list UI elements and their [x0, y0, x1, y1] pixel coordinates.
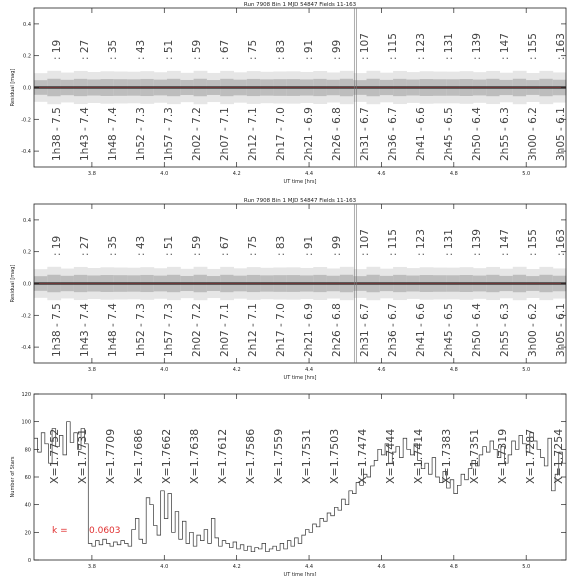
y-tick-label: 0.4 — [23, 21, 31, 28]
y-tick-label: -0.4 — [21, 345, 31, 352]
time-label: 2h45 - 6.5 — [443, 303, 455, 357]
airmass-label: X=1.7752 — [48, 428, 61, 484]
time-label: 2h31 - 6.7 — [359, 303, 371, 357]
time-label: 1h48 - 7.4 — [107, 107, 119, 161]
y-tick-label: 0.2 — [23, 53, 31, 60]
time-label: 2h50 - 6.4 — [471, 303, 483, 357]
time-label: 1h38 - 7.5 — [51, 303, 63, 357]
time-label: 1h43 - 7.4 — [79, 107, 91, 161]
y-tick-label: 80 — [24, 447, 31, 454]
field-label: : 83 — [275, 235, 287, 256]
airmass-label: X=1.7586 — [244, 428, 257, 484]
x-tick-label: 3.8 — [87, 171, 96, 177]
field-label: : 35 — [107, 39, 119, 60]
panel-title: Run 7908 Bin 1 MJD 54847 Fields 11-163 — [243, 2, 357, 8]
airmass-label: X=1.7319 — [496, 428, 509, 484]
airmass-label: X=1.7731 — [76, 428, 89, 484]
field-label: : 131 — [443, 33, 455, 60]
time-label: 2h12 - 7.1 — [247, 303, 259, 357]
y-tick-label: 120 — [21, 392, 31, 398]
y-tick-label: 0.2 — [23, 249, 31, 256]
airmass-label: X=1.7444 — [384, 428, 397, 484]
field-label: : 139 — [471, 33, 483, 60]
airmass-label: X=1.7383 — [440, 428, 453, 484]
x-tick-label: 4.2 — [232, 367, 241, 373]
x-axis-label: UT time [hrs] — [283, 572, 317, 576]
field-label: : 43 — [135, 39, 147, 60]
field-label: : 27 — [79, 235, 91, 256]
airmass-label: X=1.7474 — [356, 428, 369, 484]
field-label: : 107 — [359, 229, 371, 256]
x-tick-label: 4.8 — [449, 367, 458, 373]
field-label: : 67 — [219, 39, 231, 60]
y-tick-label: -0.4 — [21, 149, 31, 156]
time-label: 1h38 - 7.5 — [51, 107, 63, 161]
field-label: : 139 — [471, 229, 483, 256]
field-label: : 155 — [527, 33, 539, 60]
residual-panel-1 — [10, 2, 567, 185]
y-tick-label: 20 — [24, 530, 31, 537]
y-axis-label: Residual [mag] — [10, 68, 16, 107]
x-tick-label: 4.2 — [232, 171, 241, 177]
airmass-label: X=1.7503 — [328, 428, 341, 484]
field-label: : 99 — [331, 235, 343, 256]
field-label: : 35 — [107, 235, 119, 256]
time-label: 2h55 - 6.3 — [499, 303, 511, 357]
time-label: 2h31 - 6.7 — [359, 107, 371, 161]
time-label: 2h45 - 6.5 — [443, 107, 455, 161]
x-tick-label: 5.0 — [522, 564, 531, 570]
star-count-panel — [10, 392, 566, 576]
time-label: 2h12 - 7.1 — [247, 107, 259, 161]
x-tick-label: 4.6 — [377, 367, 386, 373]
field-label: : 123 — [415, 229, 427, 256]
field-label: : 19 — [51, 235, 63, 256]
field-label: : 163 — [555, 33, 567, 60]
airmass-label: X=1.7414 — [412, 428, 425, 484]
k-label: k = — [52, 526, 68, 536]
time-label: 3h00 - 6.2 — [527, 107, 539, 161]
airmass-label: X=1.7351 — [468, 428, 481, 484]
time-label: 1h43 - 7.4 — [79, 303, 91, 357]
airmass-label: X=1.7287 — [524, 428, 537, 484]
time-label: 2h36 - 6.7 — [387, 107, 399, 161]
airmass-label: X=1.7531 — [300, 428, 313, 484]
y-tick-label: -0.2 — [21, 117, 31, 124]
time-label: 3h05 - 6.1 — [555, 303, 567, 357]
x-tick-label: 4.8 — [449, 171, 458, 177]
field-label: : 115 — [387, 229, 399, 256]
field-label: : 51 — [163, 39, 175, 60]
field-label: : 115 — [387, 33, 399, 60]
field-label: : 91 — [303, 235, 315, 256]
x-tick-label: 4.4 — [305, 367, 314, 373]
field-label: : 67 — [219, 235, 231, 256]
time-label: 2h17 - 7.0 — [275, 107, 287, 161]
field-label: : 123 — [415, 33, 427, 60]
field-label: : 59 — [191, 39, 203, 60]
time-label: 2h21 - 6.9 — [303, 107, 315, 161]
time-label: 2h02 - 7.2 — [191, 107, 203, 161]
time-label: 3h00 - 6.2 — [527, 303, 539, 357]
time-label: 2h17 - 7.0 — [275, 303, 287, 357]
time-label: 1h52 - 7.3 — [135, 107, 147, 161]
time-label: 2h21 - 6.9 — [303, 303, 315, 357]
field-label: : 19 — [51, 39, 63, 60]
x-tick-label: 5.0 — [522, 171, 531, 177]
x-tick-label: 4.2 — [232, 564, 241, 570]
field-label: : 91 — [303, 39, 315, 60]
field-label: : 107 — [359, 33, 371, 60]
time-label: 1h52 - 7.3 — [135, 303, 147, 357]
airmass-label: X=1.7686 — [132, 428, 145, 484]
field-label: : 59 — [191, 235, 203, 256]
field-label: : 163 — [555, 229, 567, 256]
y-axis-label: Number of Stars — [10, 456, 16, 498]
y-tick-label: 0.0 — [23, 281, 31, 288]
time-label: 2h26 - 6.8 — [331, 303, 343, 357]
airmass-label: X=1.7254 — [552, 428, 565, 484]
time-label: 2h07 - 7.1 — [219, 107, 231, 161]
time-label: 2h55 - 6.3 — [499, 107, 511, 161]
x-axis-label: UT time [hrs] — [283, 179, 317, 185]
panel-title: Run 7908 Bin 1 MJD 54847 Fields 11-163 — [243, 198, 357, 204]
y-tick-label: 40 — [24, 502, 31, 509]
time-label: 2h02 - 7.2 — [191, 303, 203, 357]
field-label: : 27 — [79, 39, 91, 60]
airmass-label: X=1.7709 — [104, 428, 117, 484]
x-tick-label: 4.0 — [160, 171, 169, 177]
airmass-label: X=1.7662 — [160, 428, 173, 484]
x-tick-label: 4.8 — [449, 564, 458, 570]
y-tick-label: -0.2 — [21, 313, 31, 320]
y-tick-label: 0.4 — [23, 217, 31, 224]
time-label: 1h57 - 7.3 — [163, 107, 175, 161]
field-label: : 51 — [163, 235, 175, 256]
x-tick-label: 4.6 — [377, 564, 386, 570]
k-value: 0.0603 — [89, 526, 121, 536]
y-tick-label: 60 — [24, 475, 31, 481]
x-axis-label: UT time [hrs] — [283, 375, 317, 381]
time-label: 2h26 - 6.8 — [331, 107, 343, 161]
field-label: : 43 — [135, 235, 147, 256]
x-tick-label: 4.6 — [377, 171, 386, 177]
x-tick-label: 4.0 — [160, 367, 169, 373]
residual-panel-2 — [10, 198, 567, 381]
airmass-label: X=1.7638 — [188, 428, 201, 484]
field-label: : 147 — [499, 229, 511, 256]
field-label: : 75 — [247, 39, 259, 60]
time-label: 2h41 - 6.6 — [415, 303, 427, 357]
airmass-label: X=1.7559 — [272, 428, 285, 484]
time-label: 1h48 - 7.4 — [107, 303, 119, 357]
x-tick-label: 4.4 — [305, 564, 314, 570]
time-label: 2h07 - 7.1 — [219, 303, 231, 357]
field-label: : 75 — [247, 235, 259, 256]
airmass-label: X=1.7612 — [216, 428, 229, 484]
y-tick-label: 0 — [27, 558, 31, 564]
y-axis-label: Residual [mag] — [10, 264, 16, 303]
time-label: 2h41 - 6.6 — [415, 107, 427, 161]
time-label: 2h36 - 6.7 — [387, 303, 399, 357]
x-tick-label: 5.0 — [522, 367, 531, 373]
x-tick-label: 3.8 — [87, 564, 96, 570]
field-label: : 99 — [331, 39, 343, 60]
y-tick-label: 100 — [21, 419, 31, 426]
x-tick-label: 4.4 — [305, 171, 314, 177]
x-tick-label: 3.8 — [87, 367, 96, 373]
time-label: 3h05 - 6.1 — [555, 107, 567, 161]
field-label: : 131 — [443, 229, 455, 256]
field-label: : 83 — [275, 39, 287, 60]
x-tick-label: 4.0 — [160, 564, 169, 570]
field-label: : 155 — [527, 229, 539, 256]
time-label: 1h57 - 7.3 — [163, 303, 175, 357]
time-label: 2h50 - 6.4 — [471, 107, 483, 161]
y-tick-label: 0.0 — [23, 85, 31, 92]
field-label: : 147 — [499, 33, 511, 60]
